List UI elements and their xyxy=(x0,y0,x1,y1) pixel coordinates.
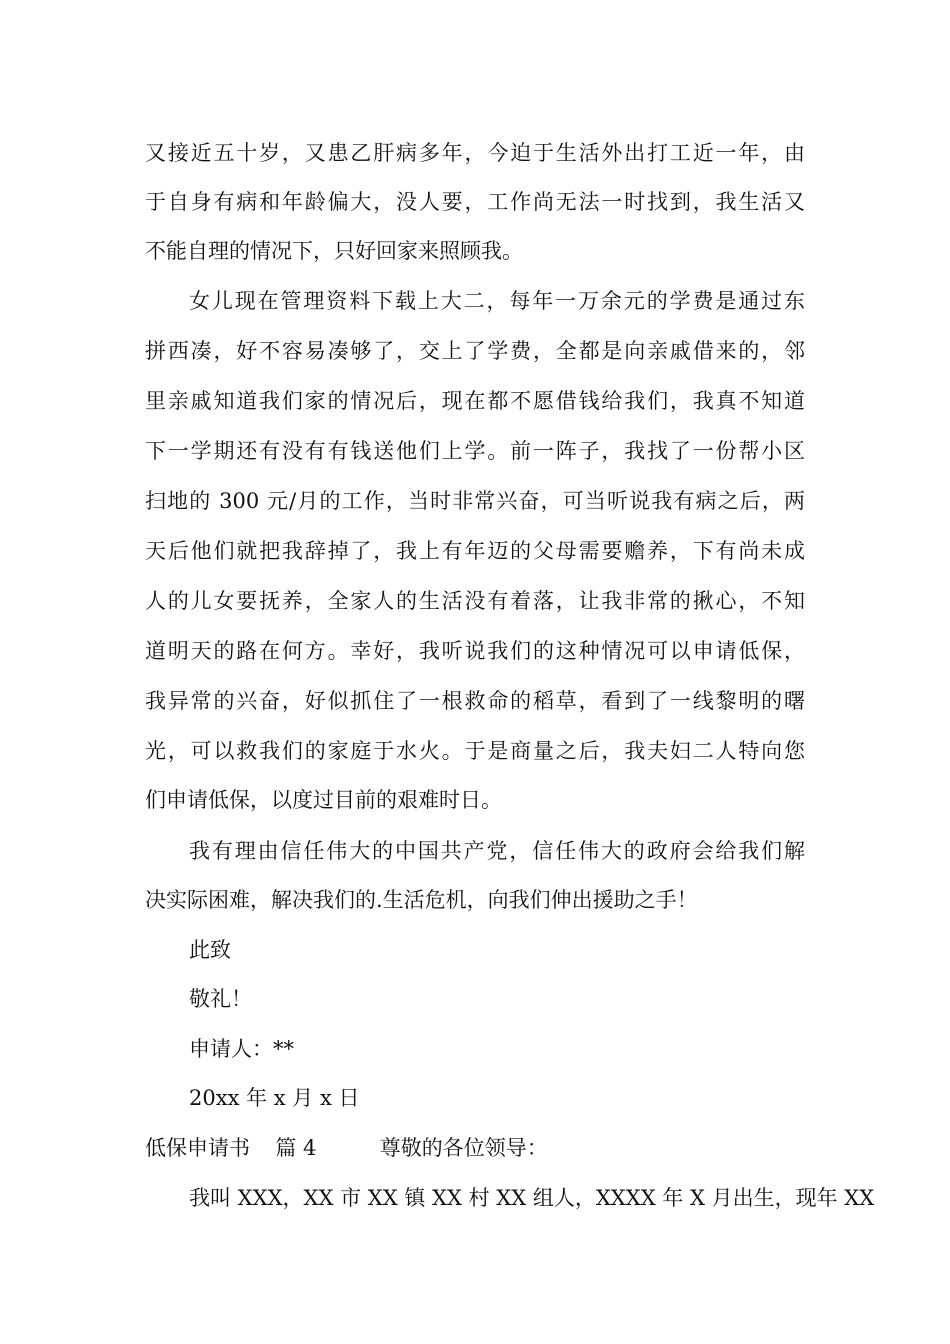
salutation-line-1: 此致 xyxy=(189,938,231,962)
body-text-line: 我叫 XXX，XX 市 XX 镇 XX 村 XX 组人，XXXX 年 X 月出生，现年 XX xyxy=(189,1186,875,1210)
body-text-line: 我有理由信任伟大的中国共产党，信任伟大的政府会给我们解 xyxy=(189,839,805,863)
body-text-line: 我异常的兴奋，好似抓住了一根救命的稻草，看到了一线黎明的曙 xyxy=(145,689,805,713)
body-text-line: 于自身有病和年龄偏大，没人要，工作尚无法一时找到，我生活又 xyxy=(145,190,805,214)
body-text-line: 决实际困难，解决我们的.生活危机，向我们伸出援助之手！ xyxy=(145,888,698,912)
date-line: 20xx 年 x 月 x 日 xyxy=(189,1086,360,1110)
body-text-line: 人的儿女要抚养，全家人的生活没有着落，让我非常的揪心，不知 xyxy=(145,589,805,613)
body-text-line: 扫地的 300 元/月的工作，当时非常兴奋，可当听说我有病之后，两 xyxy=(145,489,805,513)
body-text-line: 天后他们就把我辞掉了，我上有年迈的父母需要赡养，下有尚未成 xyxy=(145,539,805,563)
body-text-line: 光，可以救我们的家庭于水火。于是商量之后，我夫妇二人特向您 xyxy=(145,739,805,763)
applicant-line: 申请人：** xyxy=(189,1037,294,1061)
body-text-line: 拼西凑，好不容易凑够了，交上了学费，全都是向亲戚借来的，邻 xyxy=(145,339,805,363)
body-text-line: 下一学期还有没有有钱送他们上学。前一阵子，我找了一份帮小区 xyxy=(145,439,805,463)
section-greeting: 尊敬的各位领导： xyxy=(379,1136,548,1160)
body-text-line: 不能自理的情况下，只好回家来照顾我。 xyxy=(145,239,523,263)
section-heading-row xyxy=(145,1135,548,1161)
body-text-line: 们申请低保，以度过目前的艰难时日。 xyxy=(145,788,502,812)
body-text-line: 里亲戚知道我们家的情况后，现在都不愿借钱给我们，我真不知道 xyxy=(145,389,805,413)
body-text-line: 道明天的路在何方。幸好，我听说我们的这种情况可以申请低保， xyxy=(145,639,805,663)
body-text-line: 又接近五十岁，又患乙肝病多年，今迫于生活外出打工近一年，由 xyxy=(145,141,805,165)
section-title: 低保申请书 xyxy=(145,1136,250,1160)
body-text-line: 女儿现在管理资料下载上大二，每年一万余元的学费是通过东 xyxy=(189,289,805,313)
salutation-line-2: 敬礼！ xyxy=(189,987,252,1011)
section-number: 篇 4 xyxy=(275,1136,317,1160)
